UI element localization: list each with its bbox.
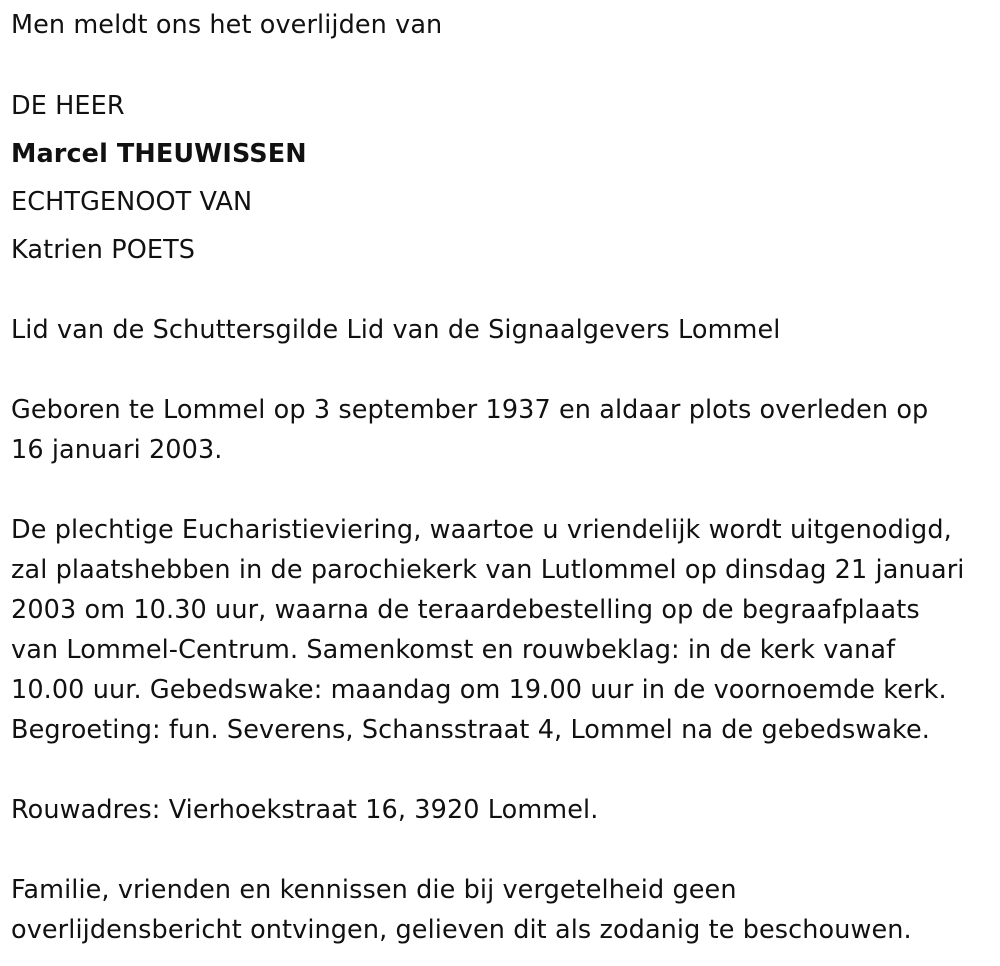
ceremony-paragraph (11, 510, 964, 750)
ceremony-line: van Lommel-Centrum. Samenkomst en rouwbeklag: in de kerk vanaf (11, 635, 896, 665)
ceremony-line: 10.00 uur. Gebedswake: maandag om 19.00 uur in de voornoemde kerk. (11, 675, 947, 705)
intro-text: Men meldt ons het overlijden van (11, 10, 443, 40)
closing-paragraph (11, 870, 912, 950)
memberships-text: Lid van de Schuttersgilde Lid van de Signaalgevers Lommel (11, 315, 781, 345)
ceremony-line: Begroeting: fun. Severens, Schansstraat 4, Lommel na de gebedswake. (11, 715, 930, 745)
mourning-address: Rouwadres: Vierhoekstraat 16, 3920 Lommel. (11, 795, 599, 825)
title-prefix: DE HEER (11, 91, 125, 121)
deceased-name: Marcel THEUWISSEN (11, 139, 307, 169)
birth-death-paragraph (11, 390, 928, 470)
ceremony-line: 2003 om 10.30 uur, waarna de teraardebestelling op de begraafplaats (11, 595, 920, 625)
ceremony-line: zal plaatshebben in de parochiekerk van Lutlommel op dinsdag 21 januari (11, 555, 965, 585)
birth-death-line: 16 januari 2003. (11, 435, 223, 465)
relation-text: ECHTGENOOT VAN (11, 187, 253, 217)
ceremony-line: De plechtige Eucharistieviering, waartoe u vriendelijk wordt uitgenodigd, (11, 515, 952, 545)
spouse-name: Katrien POETS (11, 235, 196, 265)
closing-line: overlijdensbericht ontvingen, gelieven dit als zodanig te beschouwen. (11, 915, 912, 945)
birth-death-line: Geboren te Lommel op 3 september 1937 en aldaar plots overleden op (11, 395, 929, 425)
closing-line: Familie, vrienden en kennissen die bij vergetelheid geen (11, 875, 737, 905)
